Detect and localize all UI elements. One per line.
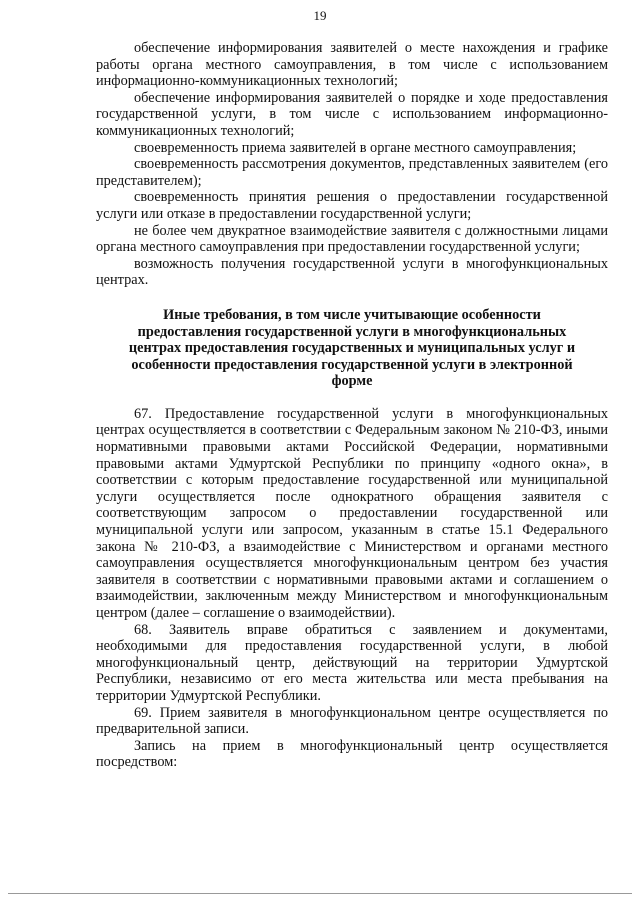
list-item: своевременность рассмотрения документов, представленных заявителем (его представителем); — [96, 156, 608, 189]
list-item: обеспечение информирования заявителей о месте нахождения и графике работы органа местного самоуправления, в том числе с использованием информационно-коммуникационных технологий; — [96, 40, 608, 90]
paragraph-appointment: Запись на прием в многофункциональный центр осуществляется посредством: — [96, 737, 608, 771]
list-item: возможность получения государственной услуги в многофункциональных центрах. — [96, 255, 608, 289]
list-item: обеспечение информирования заявителей о порядке и ходе предоставления государственной услуги, в том числе с использованием информационно-коммуникационных технологий; — [96, 89, 608, 139]
list-item: не более чем двукратное взаимодействие заявителя с должностными лицами органа местного самоуправления при предоставлении государственной услуги; — [96, 222, 608, 256]
section-heading: Иные требования, в том числе учитывающие особенности предоставления государственной услуги в многофункциональных центрах предоставления государственных и муниципальных услуг и особенности предоставления государственной услуги в электронной форме — [128, 306, 576, 390]
page-number: 19 — [313, 8, 327, 23]
paragraph-69: 69. Прием заявителя в многофункциональном центре осуществляется по предварительной записи. — [96, 704, 608, 738]
page-edge-line — [8, 893, 632, 894]
list-item: своевременность принятия решения о предоставлении государственной услуги или отказе в предоставлении государственной услуги; — [96, 189, 608, 222]
paragraph-68: 68. Заявитель вправе обратиться с заявлением и документами, необходимыми для предоставления государственной услуги, в любой многофункциональный центр, действующий на территории Удмуртской Республики, независимо от его места жительства или места пребывания на территории Удмуртской Республики. — [96, 621, 608, 704]
paragraph-67: 67. Предоставление государственной услуги в многофункциональных центрах осуществляется в соответствии с Федеральным законом № 210-ФЗ, иными нормативными правовыми актами Российской Федерации, нормативными правовыми актами Удмуртской Республики по принципу «одного окна», в соответствии с которым предоставление государственной или муниципальной услуги осуществляется после однократного обращения заявителя с соответствующим запросом о предоставлении государственной или муниципальной услуги или запросом, указанным в статье 15.1 Федерального закона № 210-ФЗ, а взаимодействие с Министерством и органами местного самоуправления осуществляется многофункциональным центром без участия заявителя в соответствии с нормативными правовыми актами и соглашением о взаимодействии, заключенным между Министерством и многофункциональным центром (далее – соглашение о взаимодействии). — [96, 405, 608, 621]
document-body — [96, 40, 608, 771]
list-item: своевременность приема заявителей в органе местного самоуправления; — [134, 139, 577, 156]
